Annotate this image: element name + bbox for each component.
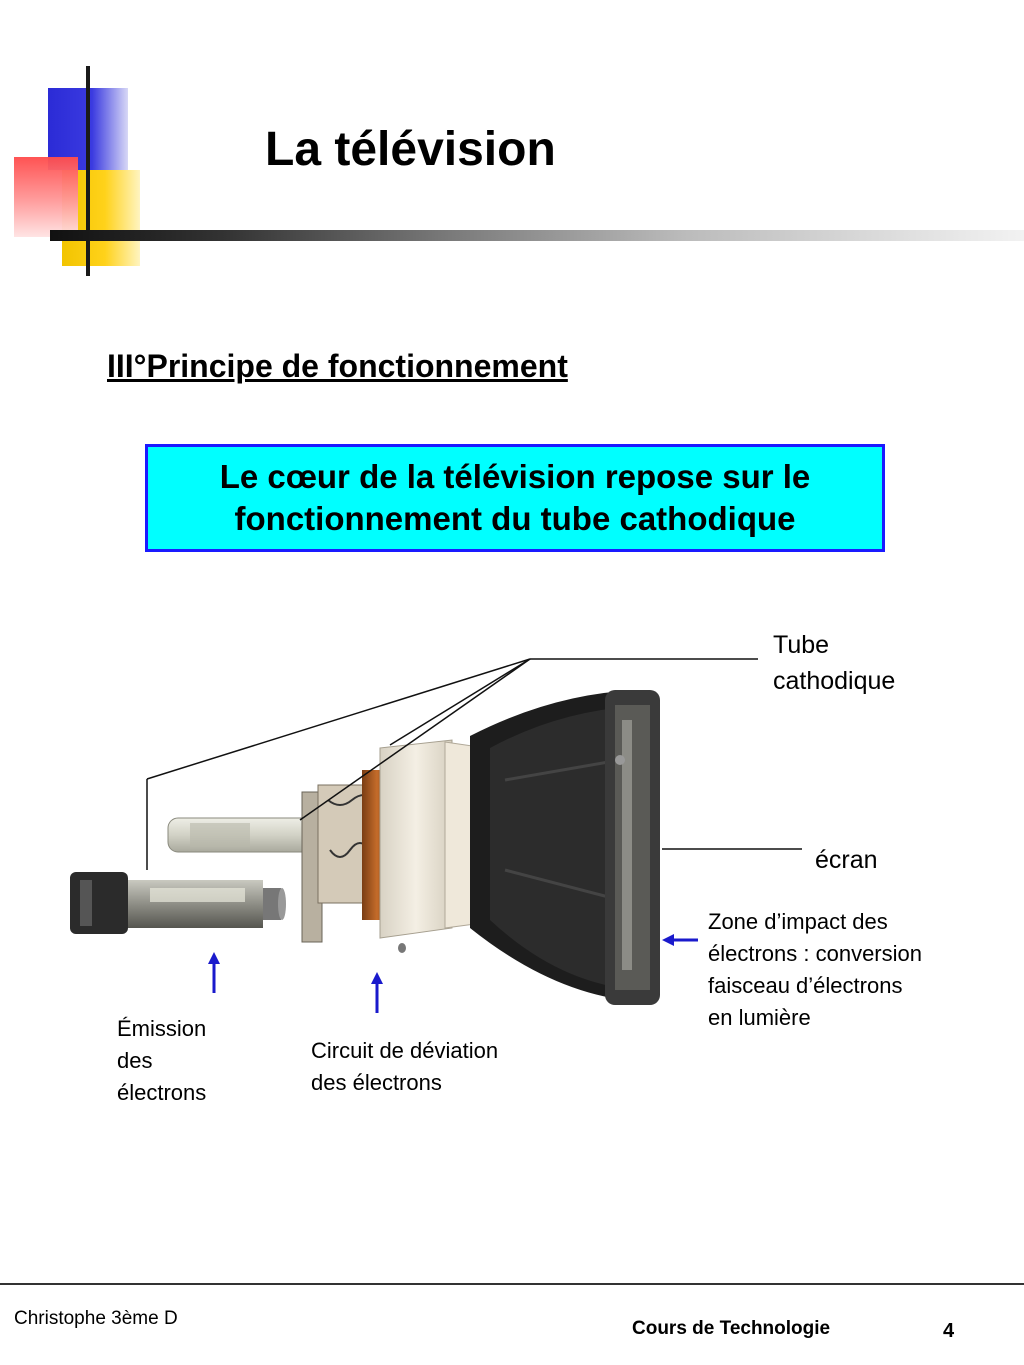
label-circuit-line2: des électrons: [311, 1070, 442, 1095]
tube-neck: [168, 818, 318, 852]
electron-gun: [70, 872, 286, 934]
label-zone-impact: [708, 906, 922, 1034]
label-emission-line1: Émission: [117, 1016, 207, 1041]
label-circuit-deviation: [311, 1035, 498, 1099]
decor-vertical-line: [86, 66, 90, 276]
arrow-circuit-icon: [371, 972, 383, 1013]
label-circuit-line1: Circuit de déviation: [311, 1038, 499, 1063]
callout-box: [145, 444, 885, 552]
deflection-circuit: [302, 770, 392, 942]
callout-line-1: Le cœur de la télévision repose sur le: [219, 458, 811, 495]
page-number: 4: [943, 1320, 955, 1342]
label-tube-line2: cathodique: [773, 667, 896, 695]
label-ecran: écran: [815, 846, 878, 874]
slide-title: La télévision: [265, 123, 556, 176]
label-tube-cathodique: [773, 627, 895, 699]
decor-red-square: [14, 157, 78, 237]
label-zone-line3: faisceau d’électrons: [708, 973, 903, 998]
label-emission-line2: des: [117, 1048, 153, 1073]
callout-line-2: fonctionnement du tube cathodique: [234, 500, 796, 537]
footer-divider: [0, 1283, 1024, 1285]
label-zone-line4: en lumière: [708, 1005, 811, 1030]
arrow-zone-icon: [662, 934, 698, 946]
section-heading: III°Principe de fonctionnement: [107, 348, 568, 384]
footer-course: Cours de Technologie: [632, 1318, 831, 1339]
label-zone-line2: électrons : conversion: [708, 941, 922, 966]
footer-author: Christophe 3ème D: [14, 1308, 178, 1329]
arrow-emission-icon: [208, 952, 220, 993]
crt-screen-face: [605, 690, 660, 1005]
decor-gradient-bar: [50, 230, 1024, 241]
label-tube-line1: Tube: [773, 631, 830, 659]
label-emission: [117, 1013, 206, 1109]
label-zone-line1: Zone d’impact des: [708, 909, 888, 934]
label-emission-line3: électrons: [117, 1080, 207, 1105]
